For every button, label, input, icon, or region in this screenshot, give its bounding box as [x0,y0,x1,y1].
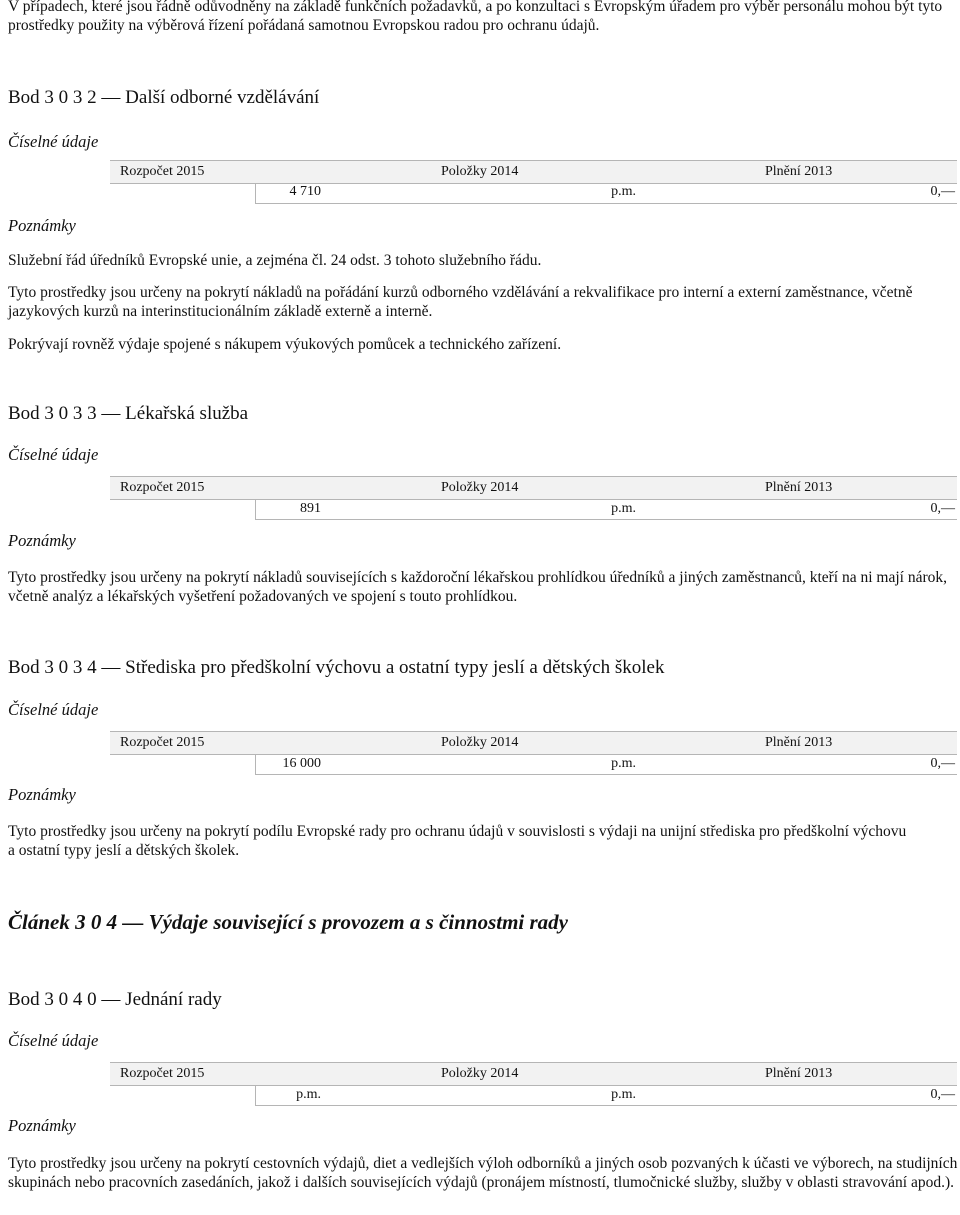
column-budget: Rozpočet 2015 [120,1066,205,1081]
table-row-line [255,774,957,775]
column-execution: Plnění 2013 [765,1066,833,1081]
column-items: Položky 2014 [441,164,519,179]
column-budget: Rozpočet 2015 [120,480,205,495]
execution-value: 0,— [930,501,955,516]
paragraph: Tyto prostředky jsou určeny na pokrytí podílu Evropské rady pro ochranu údajů v souvislosti s výdaji na unijní střediska pro předškolní výchovu a ostatní typy jeslí a dětských školek. [8,823,907,859]
budget-value: p.m. [296,1087,321,1102]
item-heading-3032: Bod 3 0 3 2 — Další odborné vzdělávání [8,87,320,108]
item-heading-3040: Bod 3 0 4 0 — Jednání rady [8,989,222,1010]
item-heading-3034: Bod 3 0 3 4 — Střediska pro předškolní výchovu a ostatní typy jeslí a dětských školek [8,657,665,678]
table-header-row [110,476,957,500]
table-row-line [255,203,957,204]
items-value: p.m. [611,501,636,516]
items-value: p.m. [611,184,636,199]
numbers-label: Číselné údaje [8,132,99,151]
table-header-row [110,731,957,755]
notes-label: Poznámky [8,1116,76,1135]
item-heading-3033: Bod 3 0 3 3 — Lékařská služba [8,403,249,424]
column-budget: Rozpočet 2015 [120,164,205,179]
paragraph: Pokrývají rovněž výdaje spojené s nákupem výukových pomůcek a technického zařízení. [8,336,562,353]
notes-label: Poznámky [8,216,76,235]
execution-value: 0,— [930,184,955,199]
column-execution: Plnění 2013 [765,480,833,495]
execution-value: 0,— [930,756,955,771]
paragraph: Služební řád úředníků Evropské unie, a zejména čl. 24 odst. 3 tohoto služebního řádu. [8,252,542,269]
article-heading: Článek 3 0 4 — Výdaje související s provozem a s činnostmi rady [8,910,568,934]
intro-paragraph: V případech, které jsou řádně odůvodněny na základě funkčních požadavků, a po konzultaci s Evropským úřadem pro výběr personálu mohou být tyto prostředky použity na výběrová řízení pořádaná samotnou Evropskou radou pro ochranu údajů. [8,0,943,34]
numbers-label: Číselné údaje [8,1031,99,1050]
budget-value: 16 000 [282,756,321,771]
paragraph: Tyto prostředky jsou určeny na pokrytí cestovních výdajů, diet a vedlejších výloh odborníků a jiných osob pozvaných k účasti ve výborech, na studijních skupinách nebo pracovních zasedáních, jakož i dalších souvisejících výdajů (pronájem místností, tlumočnické služby, služby v oblasti stravování apod.). [8,1155,958,1191]
numbers-label: Číselné údaje [8,445,99,464]
items-value: p.m. [611,756,636,771]
budget-value: 891 [300,501,321,516]
column-execution: Plnění 2013 [765,164,833,179]
column-budget: Rozpočet 2015 [120,735,205,750]
execution-value: 0,— [930,1087,955,1102]
table-header-row [110,160,957,184]
table-row-line [255,1105,957,1106]
column-execution: Plnění 2013 [765,735,833,750]
budget-value: 4 710 [289,184,321,199]
column-items: Položky 2014 [441,1066,519,1081]
table-header-row [110,1062,957,1086]
column-items: Položky 2014 [441,480,519,495]
notes-label: Poznámky [8,785,76,804]
column-items: Položky 2014 [441,735,519,750]
paragraph: Tyto prostředky jsou určeny na pokrytí nákladů souvisejících s každoroční lékařskou prohlídkou úředníků a jiných zaměstnanců, kteří na ni mají nárok, včetně analýz a lékařských vyšetření požadovaných ve spojení s touto prohlídkou. [8,569,948,605]
paragraph: Tyto prostředky jsou určeny na pokrytí nákladů na pořádání kurzů odborného vzdělávání a rekvalifikace pro interní a externí zaměstnance, včetně jazykových kurzů na interinstitucionálním základě externě a interně. [8,284,913,320]
table-row-line [255,519,957,520]
notes-label: Poznámky [8,531,76,550]
numbers-label: Číselné údaje [8,700,99,719]
items-value: p.m. [611,1087,636,1102]
